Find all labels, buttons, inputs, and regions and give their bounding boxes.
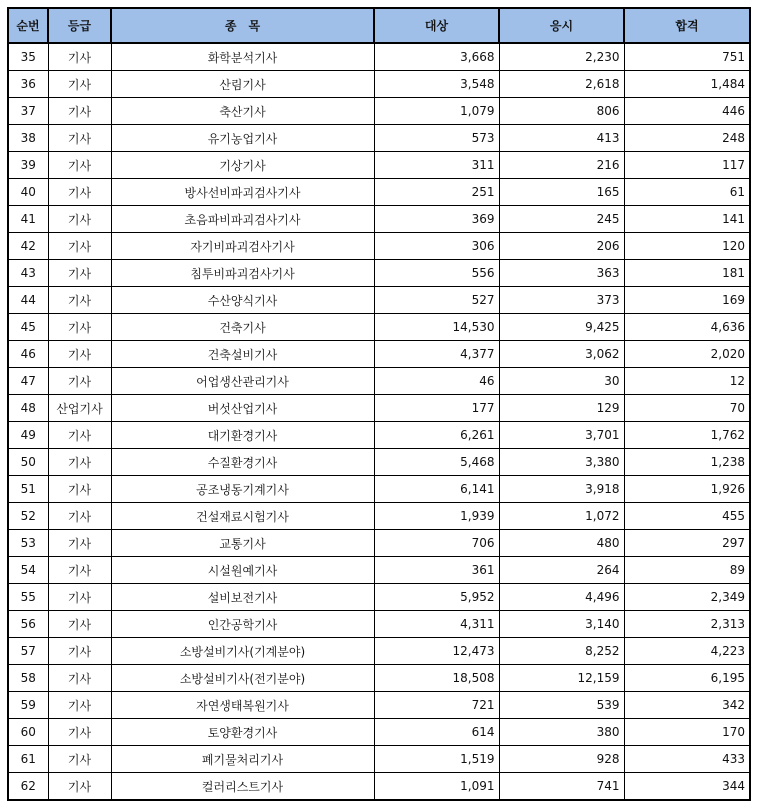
cell-subject: 소방설비기사(전기분야) [111,665,374,692]
cell-applied: 216 [499,152,624,179]
cell-grade: 기사 [48,287,111,314]
table-row [8,557,750,584]
cell-grade: 기사 [48,98,111,125]
cell-eligible: 614 [374,719,499,746]
cell-passed: 12 [624,368,750,395]
table-row [8,179,750,206]
cell-passed: 446 [624,98,750,125]
cell-applied: 165 [499,179,624,206]
cell-grade: 기사 [48,665,111,692]
cell-applied: 30 [499,368,624,395]
cell-grade: 기사 [48,530,111,557]
cell-number: 40 [8,179,48,206]
cell-eligible: 311 [374,152,499,179]
cell-eligible: 177 [374,395,499,422]
cell-eligible: 5,468 [374,449,499,476]
cell-applied: 3,701 [499,422,624,449]
cell-passed: 4,223 [624,638,750,665]
header-grade: 등급 [48,8,111,43]
cell-number: 59 [8,692,48,719]
cell-eligible: 556 [374,260,499,287]
cell-applied: 1,072 [499,503,624,530]
cell-passed: 433 [624,746,750,773]
cell-grade: 기사 [48,557,111,584]
cell-subject: 자기비파괴검사기사 [111,233,374,260]
table-row [8,503,750,530]
cell-eligible: 527 [374,287,499,314]
cell-grade: 기사 [48,125,111,152]
cell-eligible: 1,519 [374,746,499,773]
cell-eligible: 12,473 [374,638,499,665]
cell-number: 36 [8,71,48,98]
cell-grade: 기사 [48,233,111,260]
cell-subject: 어업생산관리기사 [111,368,374,395]
cell-grade: 기사 [48,638,111,665]
cell-grade: 기사 [48,611,111,638]
cell-number: 46 [8,341,48,368]
cell-applied: 380 [499,719,624,746]
table-row [8,341,750,368]
table-row [8,152,750,179]
table-row [8,584,750,611]
cell-passed: 1,762 [624,422,750,449]
cell-number: 42 [8,233,48,260]
cell-passed: 61 [624,179,750,206]
table-row [8,719,750,746]
cell-subject: 화학분석기사 [111,43,374,71]
table-row [8,233,750,260]
header-number: 순번 [8,8,48,43]
cell-applied: 2,230 [499,43,624,71]
cell-number: 45 [8,314,48,341]
cell-grade: 기사 [48,206,111,233]
cell-passed: 6,195 [624,665,750,692]
cell-grade: 기사 [48,152,111,179]
cell-number: 39 [8,152,48,179]
table-row [8,260,750,287]
cell-eligible: 306 [374,233,499,260]
cell-grade: 기사 [48,260,111,287]
cell-subject: 방사선비파괴검사기사 [111,179,374,206]
table-row [8,125,750,152]
cell-subject: 설비보전기사 [111,584,374,611]
table-header-row [8,8,750,43]
table-row [8,43,750,71]
cell-subject: 시설원예기사 [111,557,374,584]
table-row [8,449,750,476]
cell-subject: 초음파비파괴검사기사 [111,206,374,233]
cell-applied: 12,159 [499,665,624,692]
cell-subject: 폐기물처리기사 [111,746,374,773]
cell-number: 62 [8,773,48,801]
cell-eligible: 721 [374,692,499,719]
cell-number: 55 [8,584,48,611]
cell-number: 48 [8,395,48,422]
cell-number: 58 [8,665,48,692]
cell-passed: 2,020 [624,341,750,368]
exam-results-table [7,7,751,801]
cell-applied: 363 [499,260,624,287]
cell-grade: 산업기사 [48,395,111,422]
table-row [8,746,750,773]
cell-subject: 기상기사 [111,152,374,179]
cell-passed: 70 [624,395,750,422]
cell-number: 44 [8,287,48,314]
cell-passed: 1,238 [624,449,750,476]
table-row [8,530,750,557]
cell-subject: 토양환경기사 [111,719,374,746]
cell-passed: 455 [624,503,750,530]
cell-passed: 297 [624,530,750,557]
cell-grade: 기사 [48,503,111,530]
cell-grade: 기사 [48,422,111,449]
cell-number: 49 [8,422,48,449]
cell-subject: 수산양식기사 [111,287,374,314]
cell-applied: 373 [499,287,624,314]
table-row [8,314,750,341]
cell-applied: 2,618 [499,71,624,98]
cell-grade: 기사 [48,341,111,368]
cell-grade: 기사 [48,368,111,395]
cell-number: 38 [8,125,48,152]
cell-grade: 기사 [48,449,111,476]
cell-subject: 건축설비기사 [111,341,374,368]
table-row [8,422,750,449]
cell-eligible: 369 [374,206,499,233]
cell-grade: 기사 [48,71,111,98]
cell-subject: 자연생태복원기사 [111,692,374,719]
cell-grade: 기사 [48,179,111,206]
cell-applied: 413 [499,125,624,152]
cell-subject: 컬러리스트기사 [111,773,374,801]
cell-eligible: 1,939 [374,503,499,530]
cell-applied: 245 [499,206,624,233]
cell-applied: 206 [499,233,624,260]
cell-grade: 기사 [48,746,111,773]
cell-passed: 117 [624,152,750,179]
cell-applied: 928 [499,746,624,773]
cell-passed: 344 [624,773,750,801]
cell-applied: 806 [499,98,624,125]
cell-grade: 기사 [48,584,111,611]
cell-applied: 741 [499,773,624,801]
cell-grade: 기사 [48,773,111,801]
cell-eligible: 706 [374,530,499,557]
cell-eligible: 4,311 [374,611,499,638]
cell-number: 41 [8,206,48,233]
cell-grade: 기사 [48,692,111,719]
cell-number: 51 [8,476,48,503]
header-subject: 종 목 [111,8,374,43]
cell-passed: 181 [624,260,750,287]
cell-subject: 축산기사 [111,98,374,125]
cell-passed: 1,926 [624,476,750,503]
cell-grade: 기사 [48,476,111,503]
cell-applied: 4,496 [499,584,624,611]
cell-number: 61 [8,746,48,773]
table-row [8,395,750,422]
cell-subject: 버섯산업기사 [111,395,374,422]
cell-eligible: 14,530 [374,314,499,341]
cell-subject: 건설재료시험기사 [111,503,374,530]
cell-eligible: 1,091 [374,773,499,801]
cell-subject: 유기농업기사 [111,125,374,152]
cell-number: 43 [8,260,48,287]
cell-applied: 539 [499,692,624,719]
cell-applied: 129 [499,395,624,422]
cell-number: 54 [8,557,48,584]
cell-grade: 기사 [48,43,111,71]
cell-eligible: 3,668 [374,43,499,71]
cell-eligible: 361 [374,557,499,584]
cell-subject: 수질환경기사 [111,449,374,476]
table-row [8,665,750,692]
cell-eligible: 4,377 [374,341,499,368]
cell-number: 60 [8,719,48,746]
cell-applied: 3,380 [499,449,624,476]
cell-number: 47 [8,368,48,395]
cell-number: 53 [8,530,48,557]
cell-passed: 248 [624,125,750,152]
cell-passed: 342 [624,692,750,719]
cell-passed: 169 [624,287,750,314]
cell-subject: 대기환경기사 [111,422,374,449]
table-row [8,611,750,638]
cell-eligible: 46 [374,368,499,395]
cell-passed: 751 [624,43,750,71]
cell-grade: 기사 [48,314,111,341]
table-body [8,43,750,800]
cell-number: 56 [8,611,48,638]
header-applied: 응시 [499,8,624,43]
cell-applied: 3,918 [499,476,624,503]
table-row [8,638,750,665]
cell-applied: 264 [499,557,624,584]
cell-passed: 141 [624,206,750,233]
cell-applied: 480 [499,530,624,557]
cell-passed: 4,636 [624,314,750,341]
table-row [8,773,750,801]
cell-subject: 소방설비기사(기계분야) [111,638,374,665]
cell-applied: 8,252 [499,638,624,665]
table-row [8,71,750,98]
cell-subject: 침투비파괴검사기사 [111,260,374,287]
cell-subject: 교통기사 [111,530,374,557]
cell-eligible: 18,508 [374,665,499,692]
cell-grade: 기사 [48,719,111,746]
table-row [8,368,750,395]
results-table-container [7,7,751,801]
cell-number: 57 [8,638,48,665]
cell-applied: 3,140 [499,611,624,638]
cell-subject: 인간공학기사 [111,611,374,638]
table-row [8,692,750,719]
cell-eligible: 1,079 [374,98,499,125]
cell-applied: 9,425 [499,314,624,341]
cell-eligible: 3,548 [374,71,499,98]
cell-eligible: 573 [374,125,499,152]
cell-subject: 건축기사 [111,314,374,341]
header-eligible: 대상 [374,8,499,43]
table-row [8,98,750,125]
table-row [8,476,750,503]
table-row [8,206,750,233]
cell-passed: 1,484 [624,71,750,98]
cell-passed: 120 [624,233,750,260]
cell-eligible: 6,141 [374,476,499,503]
cell-eligible: 5,952 [374,584,499,611]
header-passed: 합격 [624,8,750,43]
cell-eligible: 6,261 [374,422,499,449]
cell-number: 52 [8,503,48,530]
cell-passed: 2,349 [624,584,750,611]
cell-passed: 89 [624,557,750,584]
cell-number: 50 [8,449,48,476]
cell-number: 35 [8,43,48,71]
cell-passed: 2,313 [624,611,750,638]
cell-number: 37 [8,98,48,125]
cell-eligible: 251 [374,179,499,206]
cell-subject: 공조냉동기계기사 [111,476,374,503]
cell-subject: 산림기사 [111,71,374,98]
cell-applied: 3,062 [499,341,624,368]
cell-passed: 170 [624,719,750,746]
table-row [8,287,750,314]
